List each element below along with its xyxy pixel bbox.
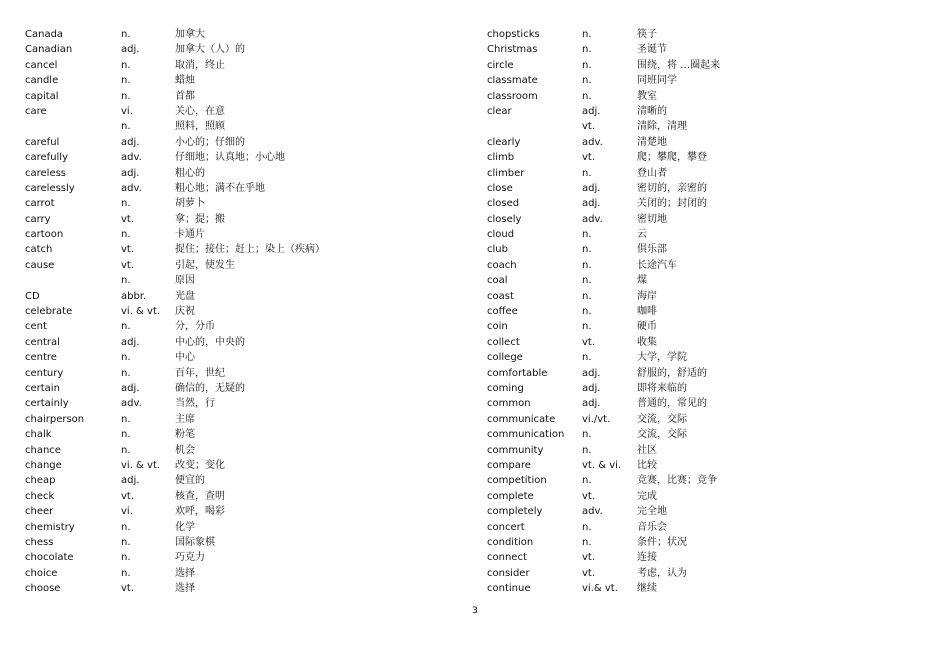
- entry-word: careful: [25, 136, 60, 148]
- vocabulary-entry: [487, 304, 927, 319]
- entry-meaning: 舒服的，舒适的: [637, 367, 707, 379]
- entry-meaning: 关闭的；封闭的: [637, 198, 707, 210]
- entry-word: certain: [25, 382, 60, 394]
- entry-part-of-speech: adj.: [121, 44, 140, 56]
- entry-word: carelessly: [25, 182, 75, 194]
- vocabulary-entry: [25, 273, 445, 288]
- entry-part-of-speech: vt.: [582, 336, 596, 348]
- vocabulary-entry: [487, 73, 927, 88]
- vocabulary-entry: [487, 427, 927, 442]
- vocabulary-entry: [487, 458, 927, 473]
- entry-meaning: 登山者: [637, 167, 667, 179]
- entry-meaning: 分，分币: [175, 321, 215, 333]
- vocabulary-entry: [487, 566, 927, 581]
- entry-meaning: 大学，学院: [637, 352, 687, 364]
- vocabulary-entry: [487, 412, 927, 427]
- entry-word: coach: [487, 259, 517, 271]
- entry-word: chance: [25, 444, 61, 456]
- entry-word: cancel: [25, 59, 58, 71]
- entry-word: chairperson: [25, 413, 85, 425]
- entry-meaning: 云: [637, 229, 647, 241]
- entry-word: centre: [25, 352, 57, 364]
- entry-meaning: 取消，终止: [175, 59, 225, 71]
- entry-part-of-speech: vt. & vi.: [582, 459, 622, 471]
- entry-part-of-speech: vi. & vt.: [121, 306, 161, 318]
- entry-word: condition: [487, 536, 534, 548]
- entry-word: coffee: [487, 306, 518, 318]
- entry-meaning: 仔细地；认真地；小心地: [175, 152, 285, 164]
- entry-part-of-speech: n.: [121, 429, 131, 441]
- vocabulary-entry: [487, 550, 927, 565]
- entry-part-of-speech: vi.& vt.: [582, 583, 618, 595]
- entry-word: connect: [487, 552, 527, 564]
- entry-word: coin: [487, 321, 508, 333]
- entry-meaning: 确信的，无疑的: [175, 382, 245, 394]
- entry-word: circle: [487, 59, 514, 71]
- entry-part-of-speech: adj.: [121, 475, 140, 487]
- vocabulary-entry: [25, 473, 445, 488]
- entry-word: climber: [487, 167, 525, 179]
- entry-part-of-speech: vt.: [121, 259, 135, 271]
- entry-part-of-speech: n.: [582, 429, 592, 441]
- entry-part-of-speech: vi.: [121, 105, 133, 117]
- entry-part-of-speech: n.: [582, 29, 592, 40]
- entry-word: coast: [487, 290, 514, 302]
- vocabulary-entry: [487, 119, 927, 134]
- entry-word: Canadian: [25, 44, 73, 56]
- vocabulary-entry: [25, 73, 445, 88]
- entry-word: compare: [487, 459, 531, 471]
- entry-word: cartoon: [25, 229, 64, 241]
- entry-meaning: 改变；变化: [175, 459, 225, 471]
- entry-word: collect: [487, 336, 520, 348]
- entry-word: cheap: [25, 475, 56, 487]
- entry-meaning: 巧克力: [175, 552, 205, 564]
- entry-part-of-speech: n.: [582, 90, 592, 102]
- entry-part-of-speech: adj.: [582, 198, 601, 210]
- entry-meaning: 粉笔: [175, 429, 195, 441]
- entry-word: choice: [25, 567, 58, 579]
- entry-word: chopsticks: [487, 29, 540, 40]
- entry-word: communication: [487, 429, 565, 441]
- entry-part-of-speech: n.: [121, 352, 131, 364]
- vocabulary-entry: [25, 104, 445, 119]
- entry-part-of-speech: n.: [582, 352, 592, 364]
- entry-word: capital: [25, 90, 59, 102]
- vocabulary-entry: [487, 135, 927, 150]
- entry-part-of-speech: n.: [121, 552, 131, 564]
- entry-word: climb: [487, 152, 515, 164]
- entry-word: continue: [487, 583, 531, 595]
- right-vocabulary-column: [487, 27, 927, 596]
- entry-part-of-speech: n.: [582, 521, 592, 533]
- entry-part-of-speech: n.: [582, 259, 592, 271]
- vocabulary-entry: [487, 58, 927, 73]
- vocabulary-entry: [487, 181, 927, 196]
- entry-part-of-speech: n.: [121, 229, 131, 241]
- entry-part-of-speech: vt.: [582, 121, 596, 133]
- entry-meaning: 连接: [637, 552, 657, 564]
- entry-meaning: 咖啡: [637, 306, 657, 318]
- vocabulary-entry: [25, 89, 445, 104]
- entry-meaning: 长途汽车: [637, 259, 677, 271]
- entry-part-of-speech: adv.: [582, 213, 603, 225]
- entry-meaning: 海岸: [637, 290, 657, 302]
- entry-part-of-speech: adj.: [121, 136, 140, 148]
- entry-word: carrot: [25, 198, 55, 210]
- entry-part-of-speech: vt.: [121, 490, 135, 502]
- entry-meaning: 继续: [637, 583, 657, 595]
- entry-part-of-speech: adv.: [582, 136, 603, 148]
- entry-part-of-speech: n.: [121, 521, 131, 533]
- entry-meaning: 比较: [637, 459, 657, 471]
- vocabulary-entry: [487, 504, 927, 519]
- vocabulary-entry: [25, 381, 445, 396]
- entry-word: celebrate: [25, 306, 73, 318]
- entry-word: comfortable: [487, 367, 548, 379]
- entry-part-of-speech: n.: [121, 275, 131, 287]
- entry-meaning: 中心: [175, 352, 195, 364]
- entry-word: cheer: [25, 506, 54, 518]
- entry-meaning: 密切的，亲密的: [637, 182, 707, 194]
- entry-part-of-speech: n.: [582, 229, 592, 241]
- entry-word: chess: [25, 536, 54, 548]
- entry-part-of-speech: adv.: [121, 152, 142, 164]
- entry-word: clearly: [487, 136, 521, 148]
- entry-part-of-speech: vi.: [121, 506, 133, 518]
- entry-meaning: 筷子: [637, 29, 657, 40]
- vocabulary-entry: [487, 366, 927, 381]
- vocabulary-entry: [25, 196, 445, 211]
- entry-meaning: 条件；状况: [637, 536, 687, 548]
- entry-word: consider: [487, 567, 530, 579]
- vocabulary-entry: [25, 396, 445, 411]
- entry-meaning: 爬；攀爬，攀登: [637, 152, 707, 164]
- entry-meaning: 百年，世纪: [175, 367, 225, 379]
- vocabulary-entry: [25, 181, 445, 196]
- entry-part-of-speech: n.: [582, 306, 592, 318]
- entry-meaning: 圣诞节: [637, 44, 667, 56]
- vocabulary-entry: [25, 242, 445, 257]
- entry-part-of-speech: n.: [582, 44, 592, 56]
- vocabulary-entry: [487, 350, 927, 365]
- entry-meaning: 当然，行: [175, 398, 215, 410]
- entry-word: clear: [487, 105, 512, 117]
- entry-part-of-speech: vt.: [582, 490, 596, 502]
- vocabulary-entry: [25, 412, 445, 427]
- entry-meaning: 收集: [637, 336, 657, 348]
- vocabulary-entry: [25, 212, 445, 227]
- left-vocabulary-column: [25, 27, 445, 596]
- entry-word: carefully: [25, 152, 69, 164]
- vocabulary-entry: [487, 535, 927, 550]
- entry-word: chocolate: [25, 552, 74, 564]
- vocabulary-entry: [487, 242, 927, 257]
- entry-meaning: 加拿大（人）的: [175, 44, 245, 56]
- entry-word: coming: [487, 382, 524, 394]
- vocabulary-entry: [487, 396, 927, 411]
- vocabulary-entry: [487, 443, 927, 458]
- vocabulary-entry: [487, 319, 927, 334]
- vocabulary-entry: [487, 27, 927, 42]
- entry-part-of-speech: n.: [582, 321, 592, 333]
- page-number: 3: [472, 606, 478, 616]
- vocabulary-entry: [25, 350, 445, 365]
- entry-part-of-speech: n.: [582, 475, 592, 487]
- entry-word: completely: [487, 506, 543, 518]
- entry-meaning: 光盘: [175, 290, 195, 302]
- entry-part-of-speech: n.: [121, 413, 131, 425]
- vocabulary-entry: [487, 335, 927, 350]
- entry-word: chalk: [25, 429, 52, 441]
- entry-word: community: [487, 444, 544, 456]
- entry-part-of-speech: abbr.: [121, 290, 147, 302]
- vocabulary-entry: [25, 258, 445, 273]
- entry-part-of-speech: vt.: [121, 583, 135, 595]
- entry-word: change: [25, 459, 62, 471]
- entry-part-of-speech: adj.: [582, 182, 601, 194]
- vocabulary-entry: [25, 520, 445, 535]
- vocabulary-entry: [25, 581, 445, 596]
- entry-word: carry: [25, 213, 51, 225]
- entry-meaning: 捉住；接住；赶上；染上（疾病）: [175, 244, 325, 256]
- vocabulary-entry: [25, 319, 445, 334]
- entry-meaning: 粗心地；满不在乎地: [175, 182, 265, 194]
- entry-word: college: [487, 352, 523, 364]
- entry-part-of-speech: vt.: [582, 552, 596, 564]
- entry-part-of-speech: vt.: [582, 152, 596, 164]
- entry-meaning: 关心，在意: [175, 105, 225, 117]
- vocabulary-entry: [25, 166, 445, 181]
- vocabulary-entry: [487, 273, 927, 288]
- entry-part-of-speech: n.: [582, 244, 592, 256]
- entry-meaning: 选择: [175, 583, 195, 595]
- entry-word: close: [487, 182, 513, 194]
- vocabulary-entry: [25, 304, 445, 319]
- entry-meaning: 加拿大: [175, 29, 205, 40]
- entry-word: choose: [25, 583, 61, 595]
- vocabulary-entry: [25, 150, 445, 165]
- entry-meaning: 硬币: [637, 321, 657, 333]
- vocabulary-entry: [25, 119, 445, 134]
- entry-word: care: [25, 105, 47, 117]
- entry-meaning: 庆祝: [175, 306, 195, 318]
- entry-word: classmate: [487, 75, 538, 87]
- entry-part-of-speech: n.: [121, 29, 131, 40]
- vocabulary-entry: [25, 335, 445, 350]
- entry-word: Canada: [25, 29, 64, 40]
- entry-part-of-speech: n.: [121, 367, 131, 379]
- vocabulary-entry: [487, 473, 927, 488]
- entry-meaning: 煤: [637, 275, 647, 287]
- entry-meaning: 拿；提；搬: [175, 213, 225, 225]
- entry-meaning: 清晰的: [637, 105, 667, 117]
- entry-meaning: 清除，清理: [637, 121, 687, 133]
- entry-part-of-speech: n.: [121, 444, 131, 456]
- entry-part-of-speech: n.: [121, 321, 131, 333]
- entry-part-of-speech: adj.: [121, 167, 140, 179]
- entry-part-of-speech: adj.: [121, 336, 140, 348]
- entry-part-of-speech: n.: [121, 198, 131, 210]
- entry-meaning: 照料，照顾: [175, 121, 225, 133]
- entry-part-of-speech: adj.: [582, 367, 601, 379]
- entry-word: classroom: [487, 90, 538, 102]
- entry-meaning: 胡萝卜: [175, 198, 205, 210]
- entry-part-of-speech: adj.: [582, 105, 601, 117]
- vocabulary-entry: [487, 196, 927, 211]
- entry-part-of-speech: vi./vt.: [582, 413, 611, 425]
- entry-part-of-speech: vt.: [582, 567, 596, 579]
- entry-part-of-speech: adj.: [582, 398, 601, 410]
- entry-word: candle: [25, 75, 59, 87]
- entry-word: common: [487, 398, 531, 410]
- entry-word: cause: [25, 259, 55, 271]
- entry-meaning: 音乐会: [637, 521, 667, 533]
- entry-meaning: 俱乐部: [637, 244, 667, 256]
- entry-meaning: 欢呼，喝彩: [175, 506, 225, 518]
- vocabulary-entry: [487, 227, 927, 242]
- entry-meaning: 机会: [175, 444, 195, 456]
- entry-part-of-speech: n.: [121, 567, 131, 579]
- entry-word: club: [487, 244, 508, 256]
- entry-word: careless: [25, 167, 67, 179]
- entry-part-of-speech: vt.: [121, 244, 135, 256]
- vocabulary-entry: [487, 150, 927, 165]
- entry-word: coal: [487, 275, 508, 287]
- entry-meaning: 蜡烛: [175, 75, 195, 87]
- entry-word: concert: [487, 521, 525, 533]
- entry-part-of-speech: adv.: [121, 398, 142, 410]
- entry-meaning: 完全地: [637, 506, 667, 518]
- vocabulary-entry: [25, 489, 445, 504]
- vocabulary-entry: [487, 289, 927, 304]
- entry-word: century: [25, 367, 64, 379]
- vocabulary-entry: [25, 42, 445, 57]
- vocabulary-entry: [487, 42, 927, 57]
- vocabulary-entry: [25, 227, 445, 242]
- entry-meaning: 密切地: [637, 213, 667, 225]
- entry-word: competition: [487, 475, 547, 487]
- vocabulary-entry: [487, 104, 927, 119]
- entry-meaning: 化学: [175, 521, 195, 533]
- entry-meaning: 教室: [637, 90, 657, 102]
- entry-part-of-speech: vt.: [121, 213, 135, 225]
- entry-part-of-speech: n.: [582, 536, 592, 548]
- entry-part-of-speech: adj.: [582, 382, 601, 394]
- vocabulary-entry: [487, 89, 927, 104]
- entry-part-of-speech: n.: [582, 275, 592, 287]
- vocabulary-entry: [25, 566, 445, 581]
- vocabulary-entry: [25, 27, 445, 42]
- vocabulary-entry: [25, 550, 445, 565]
- entry-part-of-speech: n.: [121, 536, 131, 548]
- entry-part-of-speech: n.: [121, 59, 131, 71]
- vocabulary-entry: [487, 381, 927, 396]
- entry-word: communicate: [487, 413, 556, 425]
- vocabulary-entry: [487, 489, 927, 504]
- entry-part-of-speech: vi. & vt.: [121, 459, 161, 471]
- entry-meaning: 引起，使发生: [175, 259, 235, 271]
- vocabulary-entry: [25, 443, 445, 458]
- entry-word: CD: [25, 290, 40, 302]
- entry-word: complete: [487, 490, 534, 502]
- vocabulary-entry: [25, 504, 445, 519]
- vocabulary-entry: [25, 289, 445, 304]
- entry-meaning: 交流，交际: [637, 413, 687, 425]
- entry-part-of-speech: n.: [582, 167, 592, 179]
- entry-meaning: 即将来临的: [637, 382, 687, 394]
- entry-word: closely: [487, 213, 522, 225]
- entry-meaning: 完成: [637, 490, 657, 502]
- entry-part-of-speech: n.: [121, 90, 131, 102]
- entry-word: Christmas: [487, 44, 538, 56]
- entry-part-of-speech: n.: [582, 444, 592, 456]
- entry-meaning: 社区: [637, 444, 657, 456]
- entry-word: certainly: [25, 398, 69, 410]
- vocabulary-entry: [25, 366, 445, 381]
- vocabulary-entry: [487, 212, 927, 227]
- entry-word: check: [25, 490, 55, 502]
- entry-meaning: 卡通片: [175, 229, 205, 241]
- entry-meaning: 中心的，中央的: [175, 336, 245, 348]
- entry-word: catch: [25, 244, 53, 256]
- entry-word: chemistry: [25, 521, 75, 533]
- entry-meaning: 清楚地: [637, 136, 667, 148]
- entry-meaning: 便宜的: [175, 475, 205, 487]
- entry-meaning: 普通的，常见的: [637, 398, 707, 410]
- entry-meaning: 同班同学: [637, 75, 677, 87]
- vocabulary-entry: [25, 135, 445, 150]
- vocabulary-entry: [487, 520, 927, 535]
- entry-part-of-speech: adj.: [121, 382, 140, 394]
- entry-part-of-speech: n.: [121, 121, 131, 133]
- entry-word: cloud: [487, 229, 515, 241]
- entry-meaning: 原因: [175, 275, 195, 287]
- entry-meaning: 交流，交际: [637, 429, 687, 441]
- vocabulary-entry: [25, 58, 445, 73]
- entry-word: central: [25, 336, 60, 348]
- entry-part-of-speech: n.: [582, 290, 592, 302]
- entry-word: closed: [487, 198, 520, 210]
- vocabulary-entry: [487, 166, 927, 181]
- entry-meaning: 核查，查明: [175, 490, 225, 502]
- entry-part-of-speech: n.: [582, 75, 592, 87]
- entry-part-of-speech: adv.: [121, 182, 142, 194]
- entry-word: cent: [25, 321, 47, 333]
- entry-meaning: 主席: [175, 413, 195, 425]
- entry-meaning: 考虑，认为: [637, 567, 687, 579]
- entry-meaning: 围绕，将 …圈起来: [637, 59, 721, 71]
- entry-meaning: 竞赛，比赛；竞争: [637, 475, 717, 487]
- entry-meaning: 首都: [175, 90, 195, 102]
- entry-part-of-speech: n.: [582, 59, 592, 71]
- entry-part-of-speech: n.: [121, 75, 131, 87]
- vocabulary-entry: [25, 535, 445, 550]
- entry-meaning: 国际象棋: [175, 536, 215, 548]
- entry-meaning: 小心的；仔细的: [175, 136, 245, 148]
- vocabulary-entry: [25, 458, 445, 473]
- entry-part-of-speech: adv.: [582, 506, 603, 518]
- entry-meaning: 选择: [175, 567, 195, 579]
- vocabulary-entry: [487, 581, 927, 596]
- vocabulary-entry: [487, 258, 927, 273]
- vocabulary-entry: [25, 427, 445, 442]
- entry-meaning: 粗心的: [175, 167, 205, 179]
